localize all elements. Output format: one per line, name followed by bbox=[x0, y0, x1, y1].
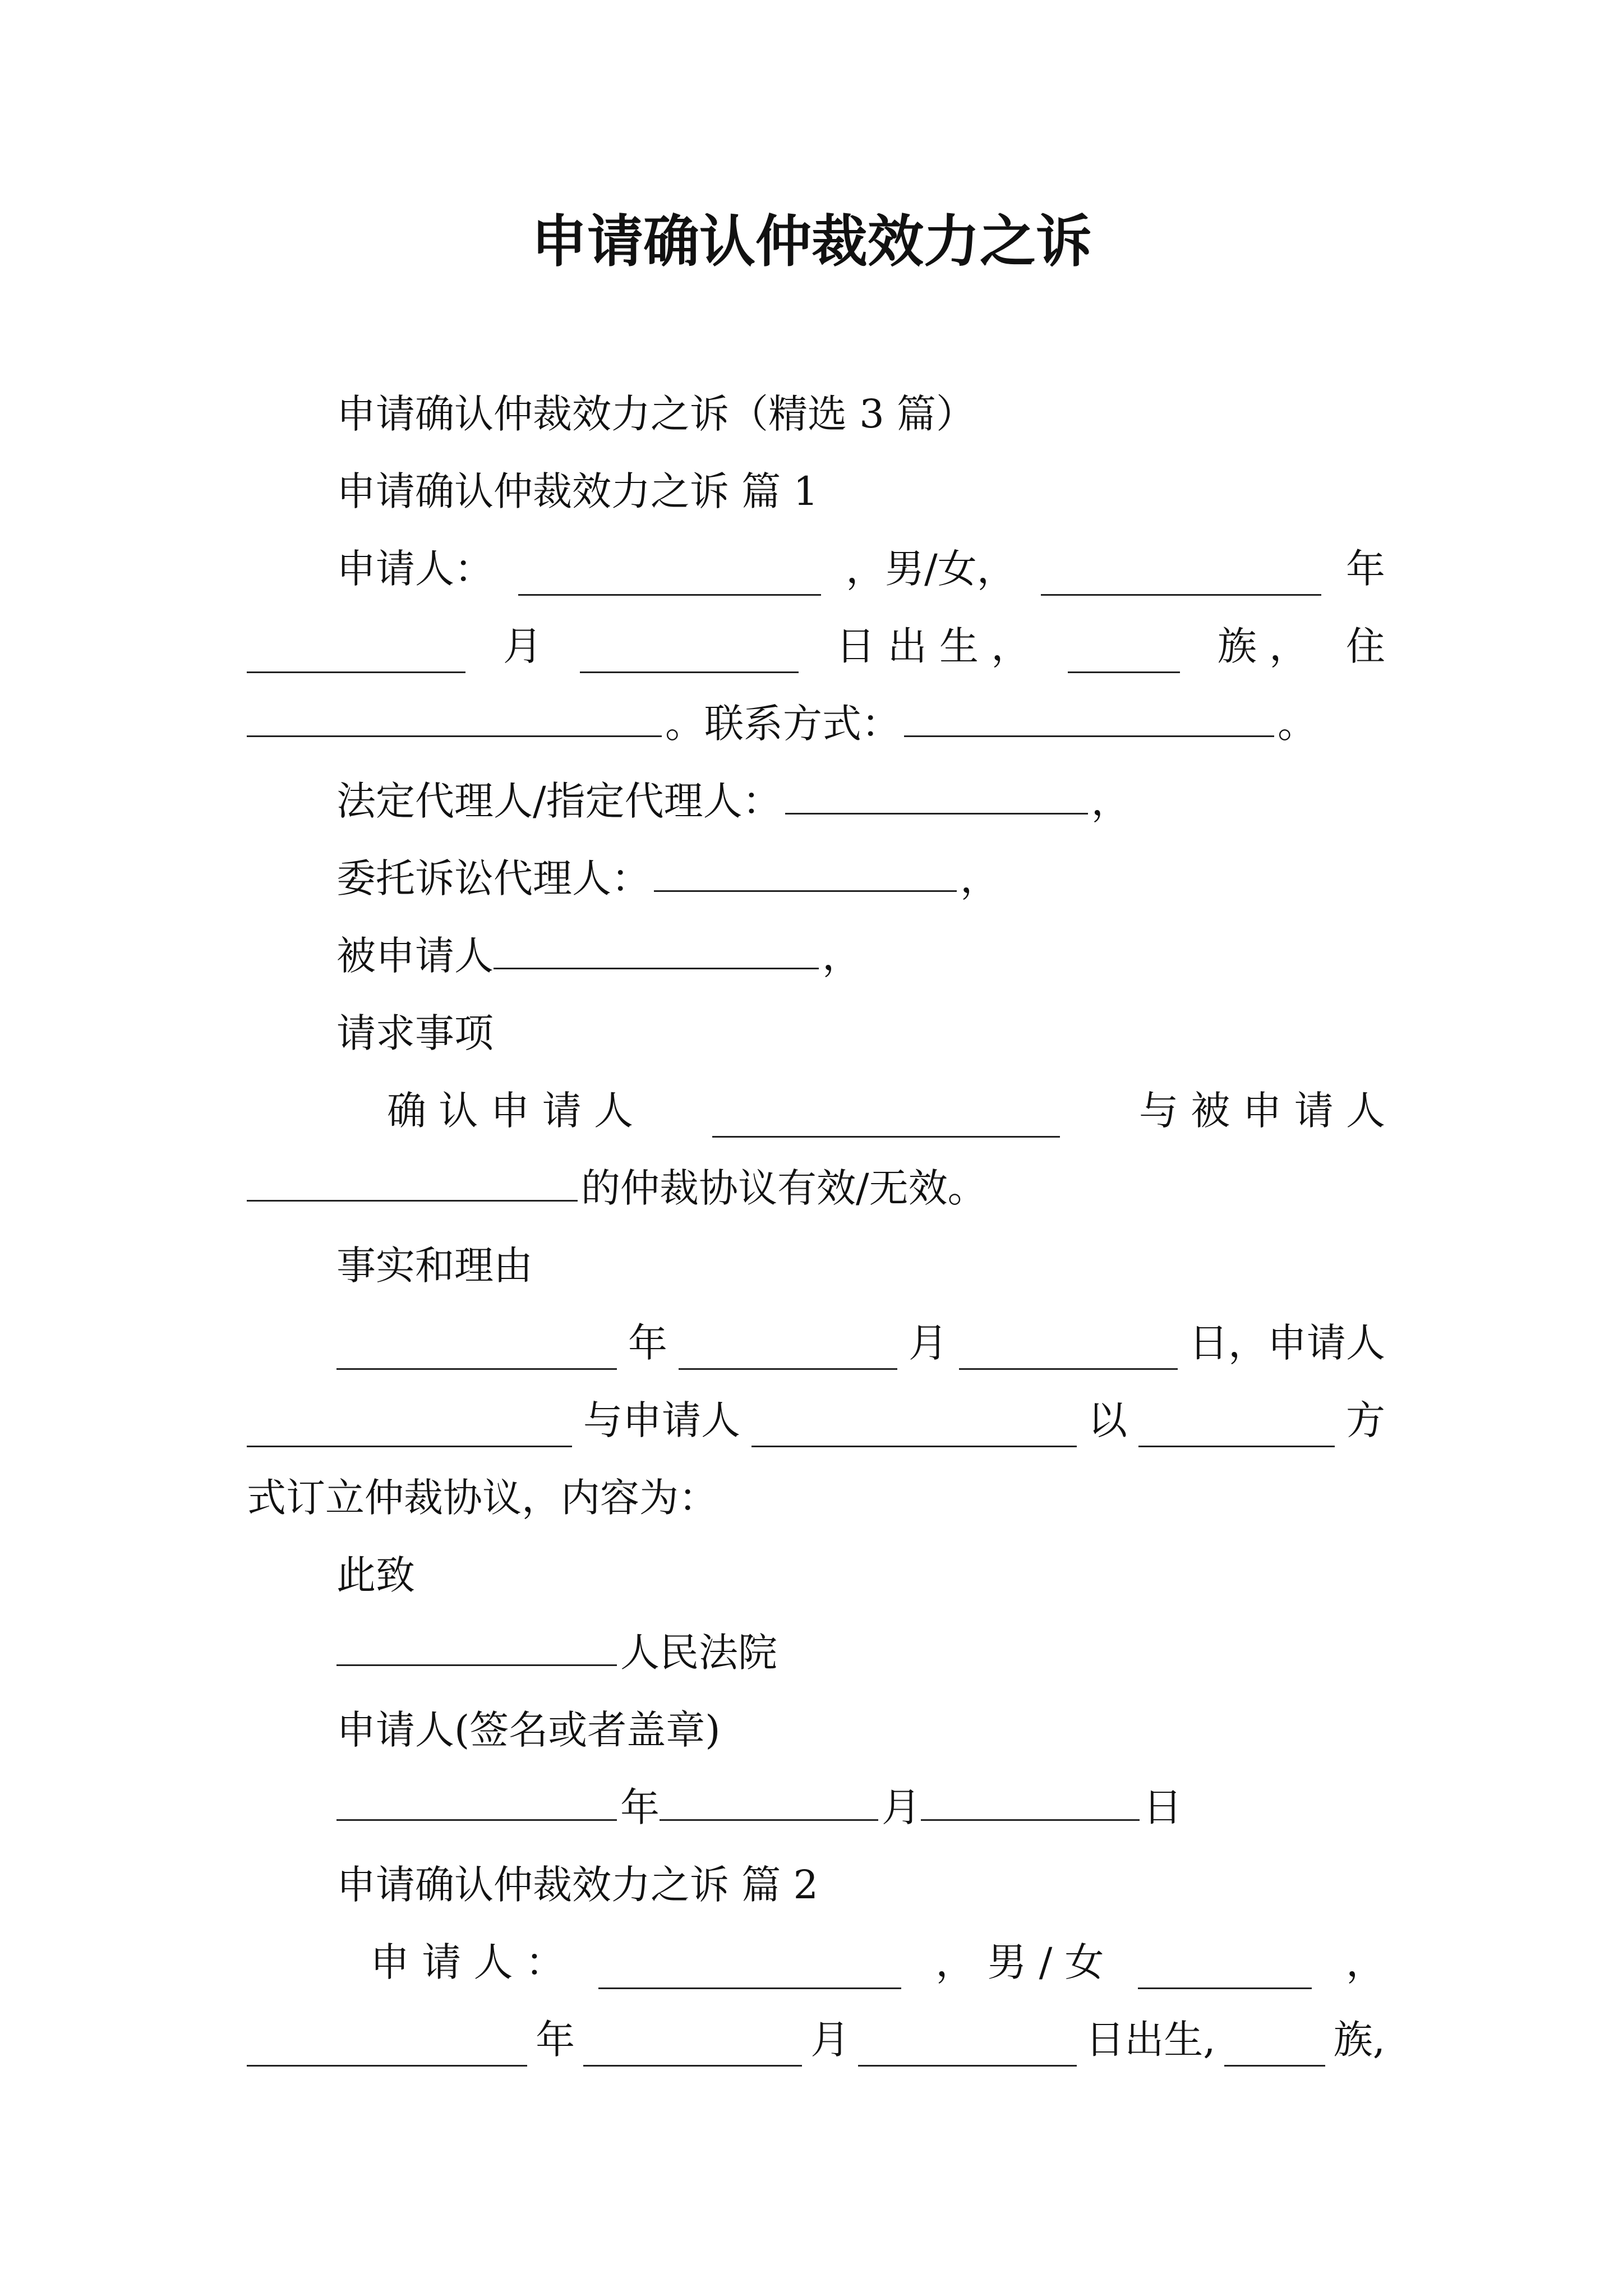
birth-line-2 bbox=[247, 2013, 1385, 2067]
blank-field bbox=[494, 931, 819, 969]
facts-tail: 式订立仲裁协议，内容为： bbox=[247, 1475, 718, 1521]
applicant-label: 申 请 人 ： bbox=[370, 1939, 565, 1985]
court-label: 人民法院 bbox=[620, 1630, 777, 1676]
blank-field bbox=[858, 2028, 1077, 2067]
gender-label: ， 男 / 女 bbox=[935, 1939, 1104, 1985]
day-applicant-label: 日，申请人 bbox=[1189, 1320, 1385, 1366]
subtitle: 申请确认仲裁效力之诉（精选 3 篇） bbox=[336, 391, 976, 437]
year-label: 年 bbox=[536, 2017, 575, 2063]
document-title: 申请确认仲裁效力之诉 bbox=[531, 208, 1092, 274]
applicant-label: 申请人： bbox=[336, 546, 494, 592]
confirm-tail: 的仲裁协议有效/无效。 bbox=[581, 1165, 987, 1211]
birth-line bbox=[247, 619, 1385, 673]
year-label: 年 bbox=[620, 1784, 660, 1830]
contact-end: 。 bbox=[1278, 701, 1317, 747]
legal-rep-label: 法定代理人/指定代理人： bbox=[336, 778, 782, 824]
day-label: 日 bbox=[1143, 1784, 1182, 1830]
blank-field bbox=[712, 1099, 1060, 1138]
blank-field bbox=[336, 1627, 617, 1666]
blank-field bbox=[921, 1782, 1140, 1821]
applicant-line-2 bbox=[370, 1935, 1385, 1989]
blank-field bbox=[247, 1409, 572, 1447]
blank-field bbox=[1138, 1409, 1335, 1447]
blank-field bbox=[336, 1782, 617, 1821]
blank-field bbox=[598, 1950, 901, 1989]
court-line bbox=[336, 1626, 1385, 1680]
signature-label: 申请人(签名或者盖章) bbox=[336, 1707, 721, 1753]
blank-field bbox=[1224, 2028, 1325, 2067]
blank-field bbox=[785, 776, 1088, 815]
salutation: 此致 bbox=[336, 1552, 415, 1598]
comma: ， bbox=[960, 855, 999, 901]
contact-label: 。联系方式： bbox=[665, 701, 901, 747]
blank-field bbox=[959, 1331, 1178, 1370]
blank-field bbox=[654, 853, 957, 892]
born-label: 日出生, bbox=[1085, 2017, 1216, 2063]
confirm-line bbox=[387, 1084, 1385, 1138]
month-label: 月 bbox=[502, 623, 542, 669]
month-label: 月 bbox=[810, 2017, 850, 2063]
comma: ， bbox=[1345, 1939, 1385, 1985]
blank-field bbox=[1138, 1950, 1312, 1989]
blank-field bbox=[247, 698, 662, 737]
claims-heading: 请求事项 bbox=[336, 1010, 494, 1056]
blank-field bbox=[518, 557, 821, 596]
year-label: 年 bbox=[628, 1320, 667, 1366]
agent-line bbox=[336, 852, 1385, 905]
blank-field bbox=[1041, 557, 1321, 596]
blank-field bbox=[247, 1163, 578, 1202]
by-label: 以 bbox=[1088, 1397, 1127, 1443]
year-label: 年 bbox=[1345, 546, 1385, 592]
blank-field bbox=[336, 1331, 617, 1370]
legal-rep-line bbox=[336, 774, 1385, 828]
confirm-tail-line bbox=[247, 1161, 1385, 1215]
blank-field bbox=[247, 634, 465, 673]
blank-field bbox=[904, 698, 1274, 737]
signature-date-line bbox=[336, 1780, 1385, 1834]
confirm-text-b: 与 被 申 请 人 bbox=[1138, 1088, 1385, 1134]
respondent-line bbox=[336, 929, 1385, 983]
section-heading-2: 申请确认仲裁效力之诉 篇 2 bbox=[336, 1862, 819, 1908]
ethnic-label: 族, bbox=[1333, 2017, 1385, 2063]
born-label: 日 出 生 ， bbox=[836, 623, 1031, 669]
blank-field bbox=[660, 1782, 878, 1821]
blank-field bbox=[679, 1331, 897, 1370]
confirm-text-a: 确 认 申 请 人 bbox=[387, 1088, 634, 1134]
month-label: 月 bbox=[909, 1320, 948, 1366]
applicant-line bbox=[336, 542, 1385, 596]
blank-field bbox=[247, 2028, 527, 2067]
month-label: 月 bbox=[882, 1784, 921, 1830]
way-label: 方 bbox=[1346, 1397, 1385, 1443]
facts-parties-line bbox=[247, 1393, 1385, 1447]
live-label: 住 bbox=[1346, 623, 1385, 669]
facts-date-line bbox=[336, 1316, 1385, 1370]
blank-field bbox=[751, 1409, 1077, 1447]
with-applicant-label: 与申请人 bbox=[583, 1397, 740, 1443]
comma: ， bbox=[1091, 778, 1131, 824]
contact-line bbox=[247, 697, 1385, 751]
facts-heading: 事实和理由 bbox=[336, 1243, 533, 1289]
blank-field bbox=[580, 634, 799, 673]
section-heading-1: 申请确认仲裁效力之诉 篇 1 bbox=[336, 468, 819, 514]
agent-label: 委托诉讼代理人： bbox=[336, 855, 651, 901]
respondent-label: 被申请人 bbox=[336, 933, 494, 979]
ethnic-label: 族 ， bbox=[1217, 623, 1309, 669]
comma: ， bbox=[822, 933, 861, 979]
blank-field bbox=[583, 2028, 802, 2067]
blank-field bbox=[1068, 634, 1180, 673]
gender-label: ，男/女， bbox=[846, 546, 1016, 592]
